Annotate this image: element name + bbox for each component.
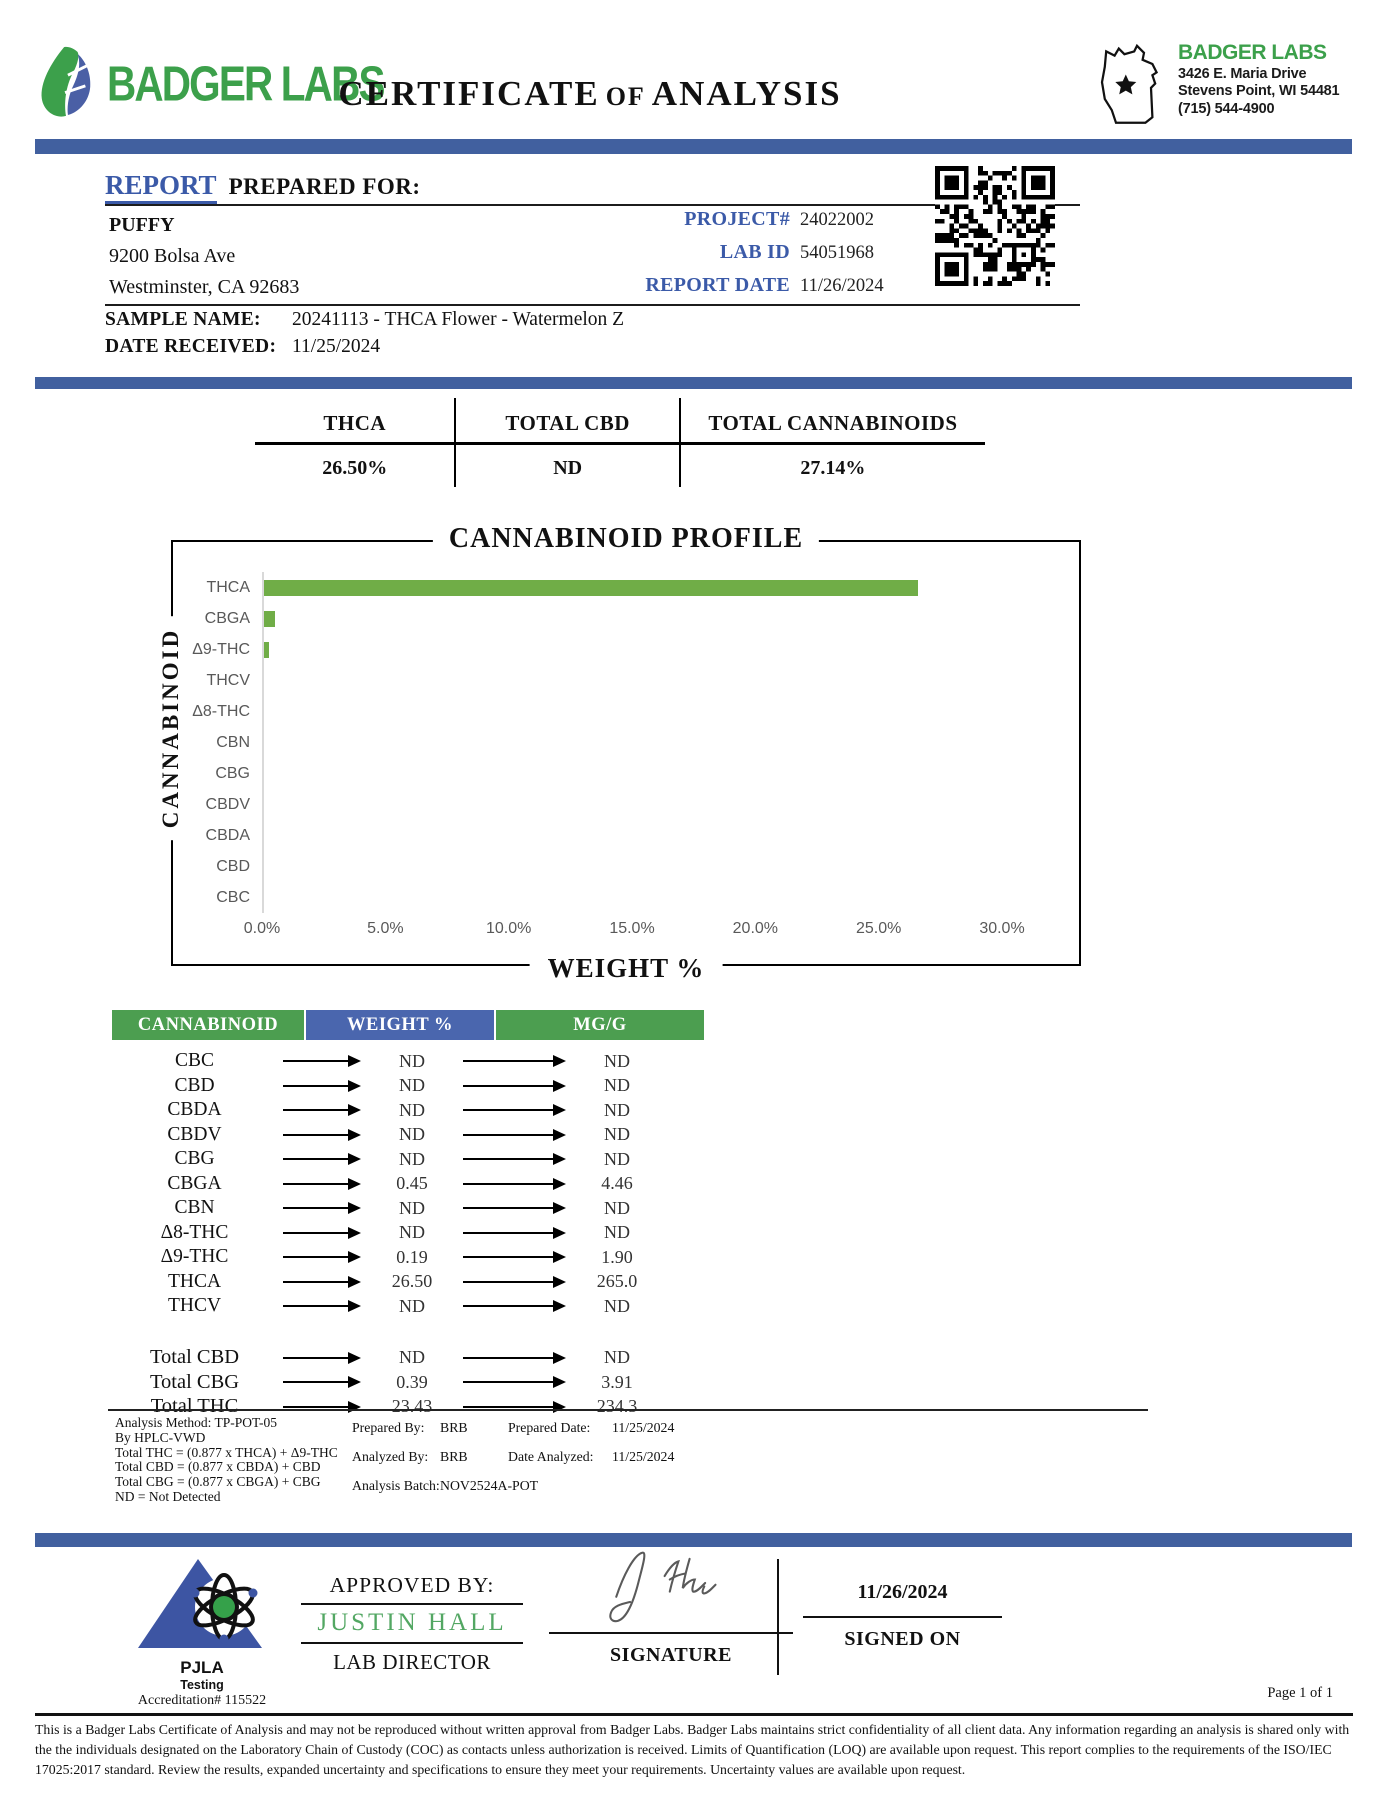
chart-plot-area: [175, 572, 1002, 913]
analyte-name: Total THC: [150, 1395, 239, 1418]
mgg-value: ND: [604, 1347, 630, 1368]
cannabinoid-profile-chart: [158, 523, 1081, 983]
report-date-label: REPORT DATE: [645, 274, 790, 296]
chart-bar-track: [262, 789, 1002, 820]
report-fields: [500, 208, 930, 297]
table-header-mgg: MG/G: [496, 1010, 704, 1040]
table-row: [112, 1074, 712, 1099]
analyzed-by-label: Analyzed By:: [352, 1449, 429, 1464]
prepared-by-label: Prepared By:: [352, 1420, 425, 1435]
arrow-icon: [277, 1381, 367, 1383]
weight-percent-value: 0.19: [396, 1246, 428, 1267]
client-block: [109, 210, 299, 303]
signed-on-date: 11/26/2024: [857, 1581, 948, 1603]
analyte-name: Total CBG: [149, 1370, 240, 1393]
analyte-name: CBDA: [167, 1099, 222, 1121]
arrow-icon: [277, 1060, 367, 1062]
arrow-icon: [457, 1109, 572, 1111]
chart-row: [175, 851, 1002, 882]
arrow-icon: [277, 1207, 367, 1209]
analyte-name: Δ9-THC: [160, 1246, 229, 1268]
client-name: PUFFY: [109, 214, 175, 236]
mgg-value: ND: [604, 1148, 630, 1169]
analyte-name: Total CBD: [149, 1346, 240, 1369]
project-value: 24022002: [800, 210, 874, 230]
arrow-icon: [457, 1134, 572, 1136]
client-address-line2: Westminster, CA 92683: [109, 276, 300, 298]
document-title: [330, 74, 850, 114]
chart-bar-track: [262, 665, 1002, 696]
weight-percent-value: ND: [399, 1124, 425, 1145]
weight-percent-value: ND: [399, 1197, 425, 1218]
lab-id-label: LAB ID: [719, 241, 790, 263]
chart-bar-track: [262, 696, 1002, 727]
wisconsin-map-icon: [1088, 40, 1172, 135]
arrow-icon: [457, 1232, 572, 1234]
report-date-value: 11/26/2024: [800, 276, 884, 296]
date-analyzed-value: 11/25/2024: [612, 1449, 675, 1464]
signature-label: SIGNATURE: [610, 1644, 732, 1666]
chart-row: [175, 727, 1002, 758]
analyte-name: CBN: [174, 1197, 215, 1219]
sample-rule: [105, 304, 1080, 306]
chart-row: [175, 603, 1002, 634]
arrow-icon: [457, 1060, 572, 1062]
chart-bar-track: [262, 851, 1002, 882]
arrow-icon: [457, 1183, 572, 1185]
divider-bar-middle: [35, 377, 1352, 389]
analyte-name: THCA: [167, 1270, 222, 1292]
chart-xtick: 20.0%: [732, 920, 779, 937]
project-label: PROJECT#: [684, 208, 790, 230]
chart-category-label: THCA: [206, 578, 250, 596]
arrow-icon: [277, 1305, 367, 1307]
lab-name: BADGER LABS: [1178, 41, 1327, 64]
date-received-value: 11/25/2024: [292, 336, 381, 357]
pjla-name: PJLA: [180, 1658, 224, 1677]
analyte-name: CBGA: [167, 1172, 222, 1194]
analyte-name: CBDV: [167, 1123, 222, 1145]
arrow-icon: [457, 1158, 572, 1160]
chart-bar: [264, 611, 275, 627]
client-address-line1: 9200 Bolsa Ave: [109, 245, 236, 267]
arrow-icon: [457, 1207, 572, 1209]
chart-category-label: CBDA: [205, 826, 250, 844]
weight-percent-value: ND: [399, 1347, 425, 1368]
footer-disclaimer: This is a Badger Labs Certificate of Analysis and may not be reproduced without written approval from Badger Labs. Badger Labs maintains strict confidentiality of all client data. Any information regarding an analysis is shared only with the the individuals designated on the Laboratory Chain of Custody (COC) as contacts unless authorization is received. Limits of Quantification (LOQ) are available upon request. This report complies to the requirements of the ISO/IEC 17025:2017 standard. Review the results, expanded uncertainty and specifications to ensure they meet your requirements. Uncertainty values are available upon request.: [35, 1713, 1353, 1780]
pjla-logo-icon: [127, 1642, 277, 1659]
chart-xtick: 15.0%: [609, 920, 655, 937]
chart-category-label: CBGA: [204, 609, 250, 627]
table-row: [112, 1196, 712, 1221]
analyte-name: THCV: [167, 1295, 222, 1317]
arrow-icon: [457, 1406, 572, 1408]
arrow-icon: [277, 1281, 367, 1283]
chart-row: [175, 572, 1002, 603]
weight-percent-value: ND: [399, 1295, 425, 1316]
date-received-label: DATE RECEIVED:: [105, 336, 277, 357]
notes-middle: [352, 1420, 722, 1494]
summary-value: 27.14%: [800, 457, 866, 479]
chart-row: [175, 789, 1002, 820]
note-line: Total CBD = (0.877 x CBDA) + CBD: [115, 1459, 321, 1475]
chart-category-label: CBG: [215, 764, 250, 782]
weight-percent-value: 26.50: [391, 1271, 433, 1292]
mgg-value: ND: [604, 1197, 630, 1218]
arrow-icon: [277, 1134, 367, 1136]
chart-bar-track: [262, 758, 1002, 789]
chart-category-label: THCV: [206, 671, 250, 689]
chart-row: [175, 665, 1002, 696]
table-header-cannabinoid: CANNABINOID: [112, 1010, 304, 1040]
chart-row: [175, 820, 1002, 851]
analyte-name: CBG: [174, 1148, 215, 1170]
weight-percent-value: ND: [399, 1099, 425, 1120]
table-header-row: [112, 1010, 712, 1040]
summary-header: TOTAL CBD: [456, 398, 678, 445]
weight-percent-value: ND: [399, 1222, 425, 1243]
arrow-icon: [457, 1256, 572, 1258]
arrow-icon: [277, 1406, 367, 1408]
signature-image: [574, 1614, 769, 1631]
chart-bar: [264, 642, 269, 658]
sample-block: [105, 309, 624, 358]
chart-bar-track: [262, 603, 1002, 634]
cannabinoid-table: [112, 1010, 712, 1419]
lab-address-line1: 3426 E. Maria Drive: [1178, 65, 1307, 82]
note-line: By HPLC-VWD: [115, 1429, 206, 1445]
chart-title: CANNABINOID PROFILE: [433, 523, 819, 555]
lab-address-line2: Stevens Point, WI 54481: [1178, 83, 1340, 100]
chart-bar-track: [262, 882, 1002, 913]
signed-on-rule: [803, 1616, 1002, 1618]
arrow-icon: [277, 1109, 367, 1111]
sample-name-value: 20241113 - THCA Flower - Watermelon Z: [292, 309, 625, 330]
analyte-name: CBC: [174, 1050, 215, 1072]
arrow-icon: [277, 1183, 367, 1185]
chart-row: [175, 758, 1002, 789]
table-row: [112, 1147, 712, 1172]
table-bottom-rule: [108, 1409, 1148, 1411]
table-header-weight: WEIGHT %: [306, 1010, 494, 1040]
mgg-value: 4.46: [601, 1173, 633, 1194]
analysis-batch-label: Analysis Batch:: [352, 1478, 440, 1493]
accreditation-number: Accreditation# 115522: [137, 1693, 267, 1708]
chart-category-label: Δ9-THC: [192, 640, 250, 658]
prepared-date-value: 11/25/2024: [612, 1420, 675, 1435]
chart-bar-track: [262, 634, 1002, 665]
chart-bar: [264, 580, 918, 596]
signature-rule: [549, 1632, 793, 1634]
table-row: [112, 1245, 712, 1270]
table-row: [112, 1294, 712, 1319]
chart-rows: [175, 572, 1002, 913]
lab-address-block: [1088, 40, 1339, 135]
weight-percent-value: ND: [399, 1148, 425, 1169]
arrow-icon: [277, 1256, 367, 1258]
mgg-value: ND: [604, 1295, 630, 1316]
sample-name-label: SAMPLE NAME:: [105, 309, 261, 330]
mgg-value: 265.0: [596, 1271, 638, 1292]
table-row: [112, 1370, 712, 1395]
report-section: [105, 150, 1080, 375]
note-line: Analysis Method: TP-POT-05: [115, 1415, 278, 1430]
table-row: [112, 1221, 712, 1246]
mgg-value: 234.3: [596, 1396, 638, 1417]
signature-divider: [777, 1559, 779, 1675]
note-line: Total THC = (0.877 x THCA) + Δ9-THC: [115, 1444, 338, 1460]
chart-xticks: [243, 920, 1025, 942]
chart-xtick: 10.0%: [485, 920, 532, 937]
summary-col-total-cannabinoids: [679, 398, 985, 487]
table-row: [112, 1123, 712, 1148]
chart-category-label: CBDV: [205, 795, 250, 813]
weight-percent-value: 0.45: [396, 1173, 428, 1194]
pjla-subtitle: Testing: [180, 1678, 224, 1692]
arrow-icon: [277, 1232, 367, 1234]
report-heading: [105, 170, 421, 201]
table-totals: [112, 1346, 712, 1420]
approved-by-block: [287, 1573, 537, 1675]
notes-left: [115, 1416, 375, 1505]
approver-name: JUSTIN HALL: [317, 1609, 507, 1636]
lab-phone: (715) 544-4900: [1178, 100, 1275, 117]
chart-row: [175, 696, 1002, 727]
arrow-icon: [457, 1281, 572, 1283]
leaf-logo-icon: [35, 44, 97, 125]
heading-rule: [105, 204, 1080, 206]
table-row: [112, 1098, 712, 1123]
table-row: [112, 1270, 712, 1295]
weight-percent-value: 0.39: [396, 1371, 428, 1392]
qr-code: [935, 166, 1055, 286]
mgg-value: ND: [604, 1124, 630, 1145]
potency-summary: [255, 398, 985, 487]
chart-x-axis-title: WEIGHT %: [530, 953, 723, 984]
summary-col-thca: [255, 398, 454, 487]
summary-header: TOTAL CANNABINOIDS: [681, 398, 985, 445]
mgg-value: ND: [604, 1075, 630, 1096]
lab-id-value: 54051968: [800, 243, 874, 263]
approved-by-label: APPROVED BY:: [329, 1573, 495, 1597]
report-heading-accent: REPORT: [105, 170, 217, 204]
mgg-value: 3.91: [601, 1371, 633, 1392]
weight-percent-value: 23.43: [391, 1396, 433, 1417]
arrow-icon: [457, 1381, 572, 1383]
table-row: [112, 1346, 712, 1371]
report-heading-rest: PREPARED FOR:: [228, 174, 421, 199]
arrow-icon: [277, 1158, 367, 1160]
prepared-date-label: Prepared Date:: [508, 1420, 591, 1435]
pjla-accreditation-block: [97, 1555, 307, 1709]
arrow-icon: [277, 1357, 367, 1359]
note-line: Total CBG = (0.877 x CBGA) + CBG: [115, 1474, 321, 1490]
summary-value: ND: [553, 457, 583, 479]
chart-xtick: 25.0%: [855, 920, 902, 937]
summary-col-total-cbd: [454, 398, 678, 487]
chart-bar-track: [262, 572, 1002, 603]
analysis-batch-value: NOV2524A-POT: [440, 1478, 539, 1493]
mgg-value: ND: [604, 1050, 630, 1071]
mgg-value: ND: [604, 1222, 630, 1243]
chart-category-label: Δ8-THC: [192, 702, 250, 720]
arrow-icon: [457, 1305, 572, 1307]
chart-xtick: 0.0%: [243, 920, 281, 937]
table-row: [112, 1049, 712, 1074]
summary-value: 26.50%: [322, 457, 388, 479]
mgg-value: ND: [604, 1099, 630, 1120]
analyte-name: Δ8-THC: [160, 1221, 229, 1243]
chart-category-label: CBN: [216, 733, 250, 751]
weight-percent-value: ND: [399, 1050, 425, 1071]
signed-on-label: SIGNED ON: [844, 1628, 961, 1650]
signed-on-block: [795, 1581, 1010, 1651]
arrow-icon: [277, 1085, 367, 1087]
chart-bar-track: [262, 820, 1002, 851]
chart-xtick: 30.0%: [979, 920, 1025, 937]
chart-row: [175, 634, 1002, 665]
prepared-by-value: BRB: [440, 1420, 468, 1435]
date-analyzed-label: Date Analyzed:: [508, 1449, 594, 1464]
chart-xtick: 5.0%: [367, 920, 404, 937]
chart-category-label: CBD: [216, 857, 250, 875]
arrow-icon: [457, 1357, 572, 1359]
chart-bar-track: [262, 727, 1002, 758]
summary-header: THCA: [255, 398, 454, 445]
chart-y-axis-title: CANNABINOID: [157, 615, 185, 839]
title-tail: ANALYSIS: [651, 74, 842, 113]
table-row: [112, 1172, 712, 1197]
weight-percent-value: ND: [399, 1075, 425, 1096]
approval-section: [35, 1553, 1353, 1709]
analyte-name: CBD: [174, 1074, 215, 1096]
page-number: Page 1 of 1: [1267, 1685, 1333, 1701]
analyzed-by-value: BRB: [440, 1449, 468, 1464]
signature-block: [541, 1545, 801, 1667]
table-rows: [112, 1049, 712, 1319]
title-of: OF: [605, 82, 646, 111]
arrow-icon: [457, 1085, 572, 1087]
note-line: ND = Not Detected: [115, 1488, 221, 1504]
approver-title: LAB DIRECTOR: [333, 1650, 491, 1674]
brand-wordmark: BADGER LABS: [107, 56, 384, 112]
mgg-value: 1.90: [601, 1246, 633, 1267]
chart-row: [175, 882, 1002, 913]
title-main: CERTIFICATE: [338, 74, 600, 113]
chart-category-label: CBC: [216, 888, 250, 906]
